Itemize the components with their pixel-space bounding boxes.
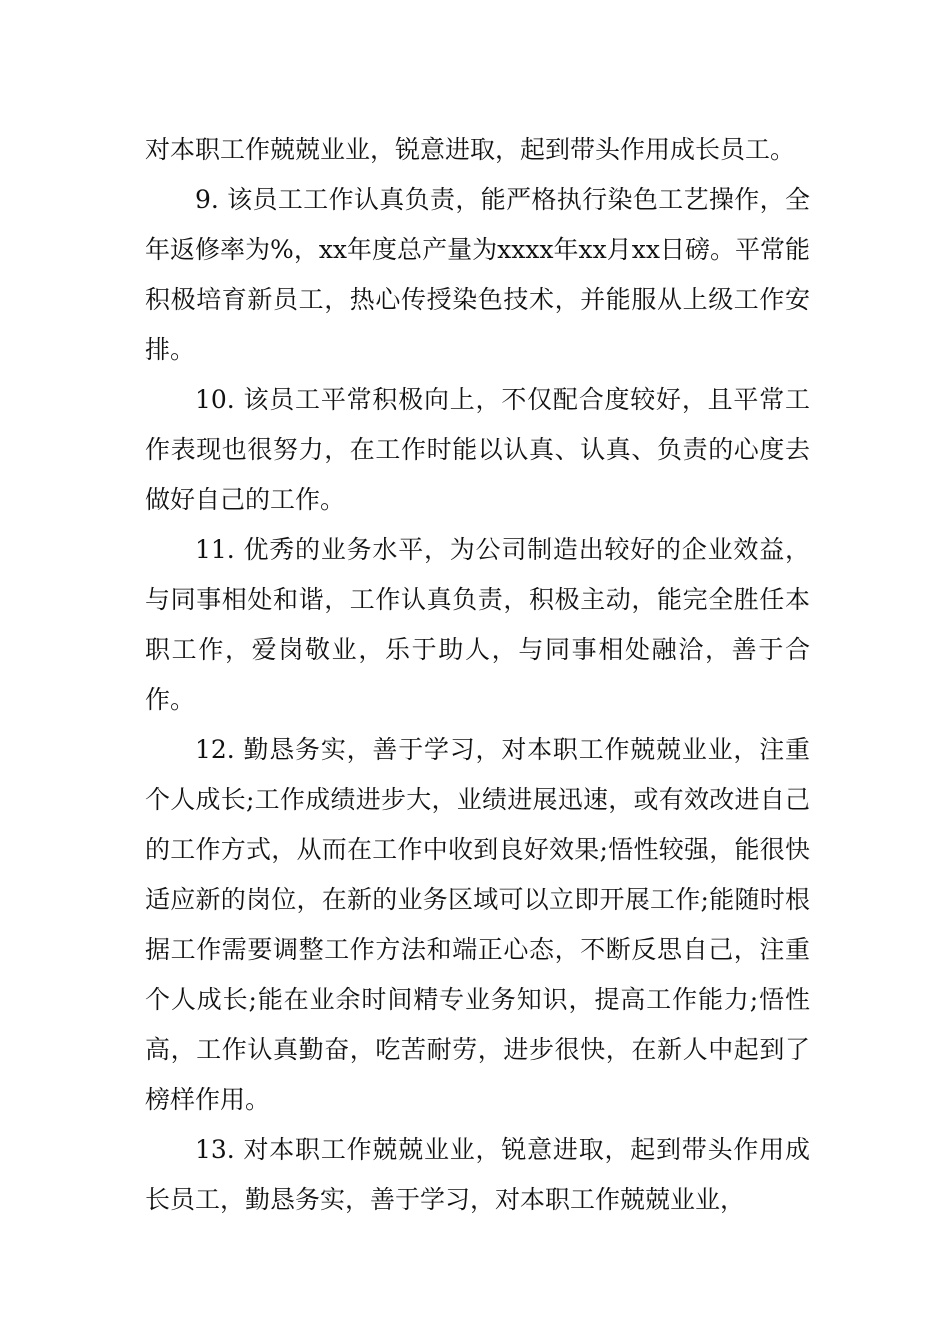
paragraph-item-12: 12. 勤恳务实，善于学习，对本职工作兢兢业业，注重个人成长;工作成绩进步大，业绩进展迅速，或有效改进自己的工作方式，从而在工作中收到良好效果;悟性较强，能很快适应新的岗位，在新的业务区域可以立即开展工作;能随时根据工作需要调整工作方法和端正心态，不断反思自己，注重个人成长;能在业余时间精专业务知识，提高工作能力;悟性高，工作认真勤奋，吃苦耐劳，进步很快，在新人中起到了榜样作用。 <box>145 735 810 1114</box>
paragraph-item-11: 11. 优秀的业务水平，为公司制造出较好的企业效益，与同事相处和谐，工作认真负责，积极主动，能完全胜任本职工作，爱岗敬业，乐于助人，与同事相处融洽，善于合作。 <box>145 535 810 714</box>
paragraph-item-10: 10. 该员工平常积极向上，不仅配合度较好，且平常工作表现也很努力，在工作时能以认真、认真、负责的心度去做好自己的工作。 <box>145 385 810 514</box>
paragraph-item-9: 9. 该员工工作认真负责，能严格执行染色工艺操作，全年返修率为%，xx年度总产量为xxxx年xx月xx日磅。平常能积极培育新员工，热心传授染色技术，并能服从上级工作安排。 <box>145 185 810 364</box>
document-body <box>145 125 810 1225</box>
paragraph-continuation: 对本职工作兢兢业业，锐意进取，起到带头作用成长员工。 <box>145 135 796 164</box>
paragraph-item-13: 13. 对本职工作兢兢业业，锐意进取，起到带头作用成长员工，勤恳务实，善于学习，对本职工作兢兢业业， <box>145 1135 810 1214</box>
